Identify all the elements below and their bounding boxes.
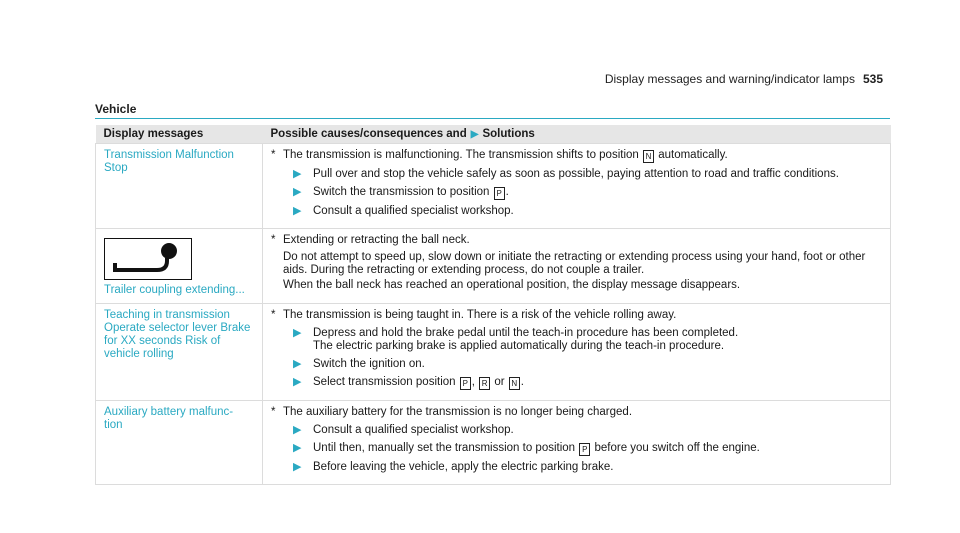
gear-r-icon: R [479,377,490,390]
step-arrow-icon: ▶ [293,461,302,473]
col-header-causes [263,125,891,144]
row3-step1: Depress and hold the brake pedal until the teach-in procedure has been completed. [313,327,739,339]
message-teaching-transmission: Teaching in transmission Operate selector lever Brake for XX seconds Risk of vehicle rolling [96,304,263,401]
col-header-causes-label: Possible causes/consequences and [270,128,467,140]
row4-details [263,401,891,485]
message-trailer-coupling [96,229,263,304]
row3-step1b: The electric parking brake is applied automatically during the teach-in procedure. [313,340,725,352]
row2-cause: Extending or retracting the ball neck. [283,234,470,246]
bullet-star: * [271,149,276,161]
row4-step1: Consult a qualified specialist workshop. [313,424,514,436]
col-header-solutions-label: Solutions [482,128,535,140]
message-trailer-label: Trailer coupling extending... [104,284,245,296]
row3-step3: Select transmission position [313,376,456,388]
header-title: Display messages and warning/indicator lamps [604,72,855,86]
step-arrow-icon: ▶ [293,358,302,370]
or-word: or [494,376,505,388]
step-arrow-icon: ▶ [293,376,302,388]
section-title: Vehicle [95,102,137,116]
row4-cause: The auxiliary battery for the transmission is no longer being charged. [283,406,633,418]
row1-step2-end: . [505,186,509,198]
step-arrow-icon: ▶ [293,186,302,198]
page-number: 535 [862,72,883,86]
bullet-star: * [271,309,276,321]
table-row [96,304,891,401]
table-row [96,401,891,485]
step-arrow-icon: ▶ [293,168,302,180]
row3-step3-end: . [520,376,524,388]
section-rule [95,118,890,119]
messages-table [95,125,891,485]
row2-details [263,229,891,304]
table-row [96,144,891,229]
gear-p-icon: P [494,187,505,200]
gear-p-icon: P [579,443,590,456]
table-header-row [96,125,891,144]
step-arrow-icon: ▶ [293,424,302,436]
row4-step2-end: before you switch off the engine. [594,442,760,454]
bullet-star: * [271,406,276,418]
row2-text1: Do not attempt to speed up, slow down or initiate the retracting or extending process using your hand, foot or other aids. During the retracting or extending process, do not couple a trailer. [283,251,866,276]
row3-step2: Switch the ignition on. [313,358,425,370]
row1-cause: The transmission is malfunctioning. The transmission shifts to position [283,149,639,161]
trailer-coupling-icon [104,238,192,280]
col-header-messages: Display messages [96,125,263,144]
gear-p-icon: P [460,377,471,390]
row4-step3: Before leaving the vehicle, apply the electric parking brake. [313,461,614,473]
row1-step1: Pull over and stop the vehicle safely as soon as possible, paying attention to road and traffic conditions. [313,168,839,180]
row3-details [263,304,891,401]
message-auxiliary-battery: Auxiliary battery malfunc- tion [96,401,263,485]
page-header [605,72,883,86]
step-arrow-icon: ▶ [293,442,302,454]
bullet-star: * [271,234,276,246]
message-transmission-malfunction: Transmission Malfunction Stop [96,144,263,229]
row1-step3: Consult a qualified specialist workshop. [313,205,514,217]
step-arrow-icon: ▶ [293,327,302,339]
gear-n-icon: N [643,150,654,163]
row4-step2: Until then, manually set the transmission to position [313,442,576,454]
row1-cause-end: automatically. [658,149,728,161]
solutions-arrow-icon: ▶ [470,129,479,140]
row2-text2: When the ball neck has reached an operational position, the display message disappears. [283,279,741,291]
row1-details [263,144,891,229]
step-arrow-icon: ▶ [293,205,302,217]
gear-n-icon: N [509,377,520,390]
comma: , [471,376,475,388]
table-row [96,229,891,304]
row1-step2: Switch the transmission to position [313,186,490,198]
row3-cause: The transmission is being taught in. There is a risk of the vehicle rolling away. [283,309,677,321]
